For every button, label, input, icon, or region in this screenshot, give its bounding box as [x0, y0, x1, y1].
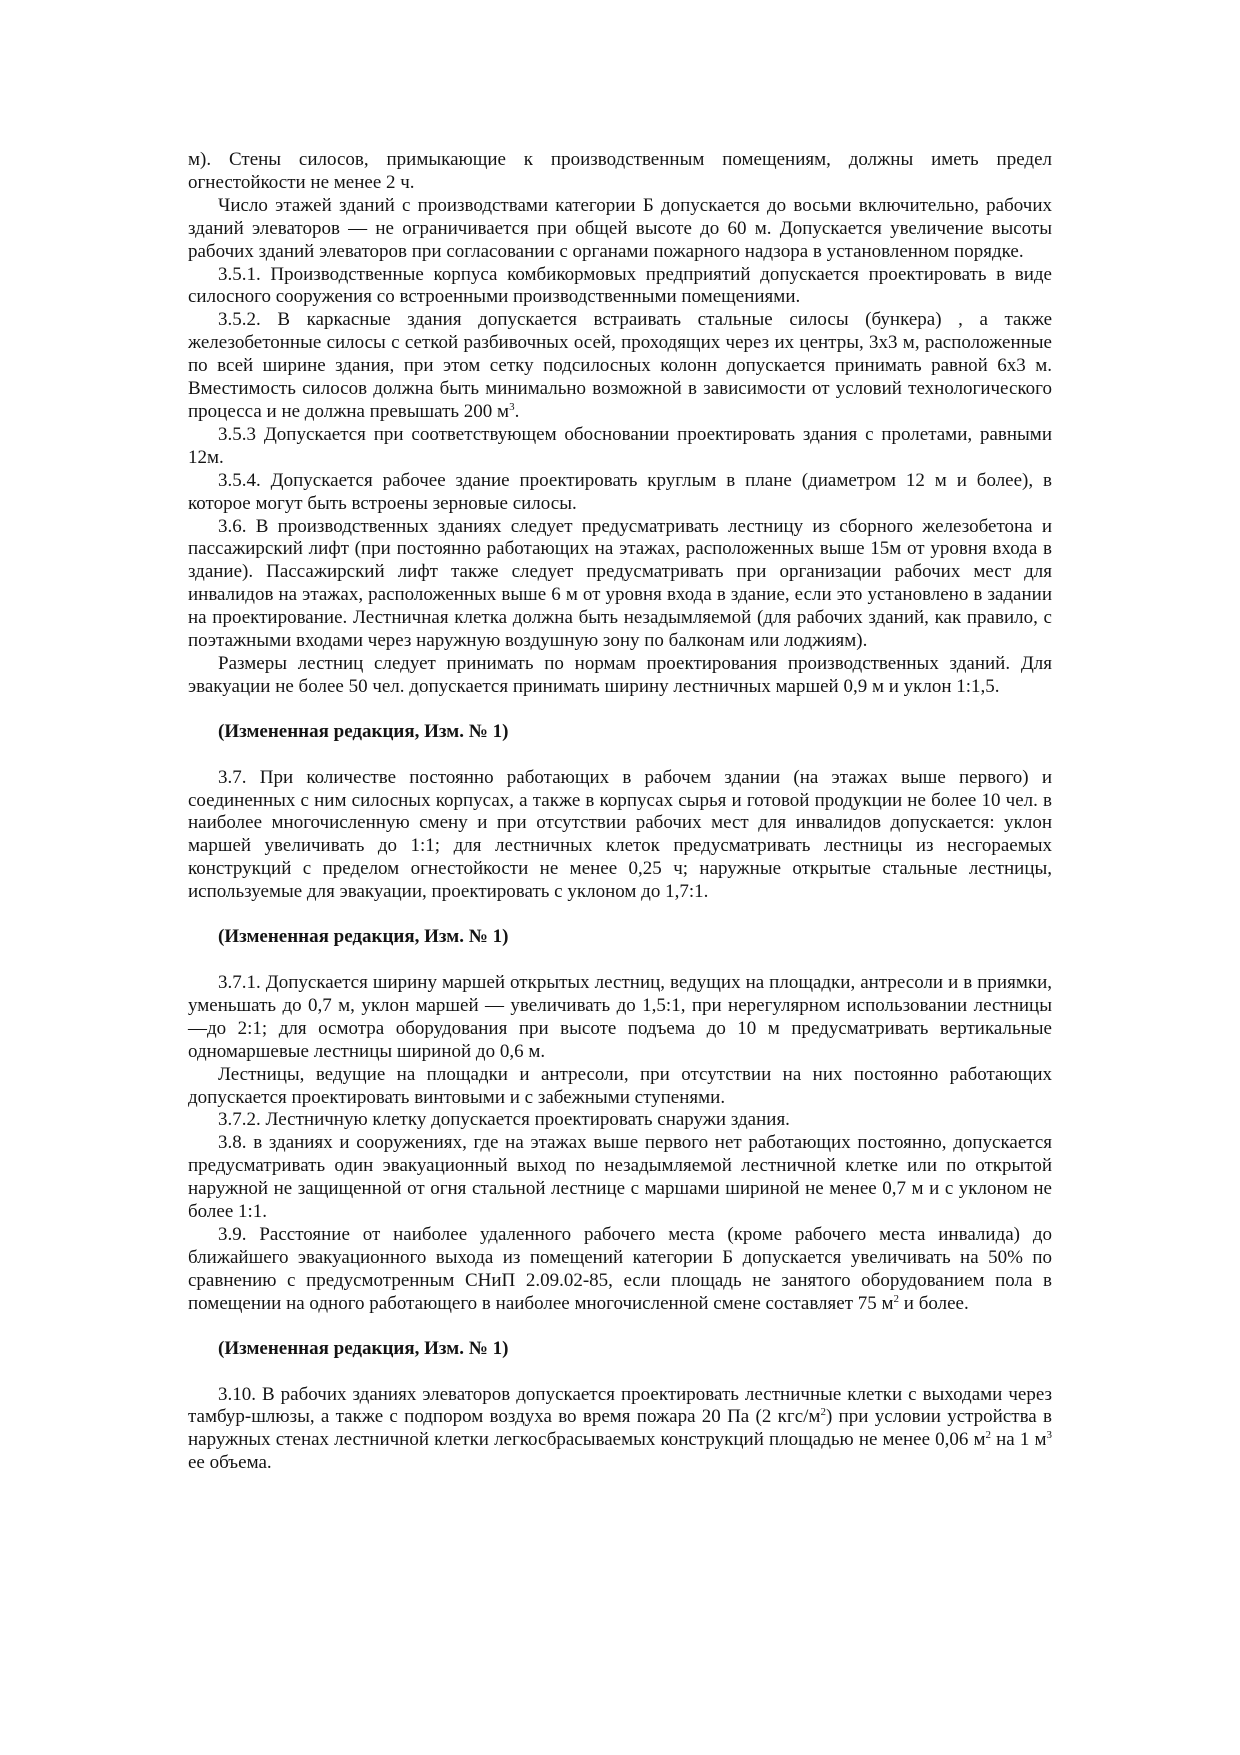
paragraph-text-tail: ее объема. [188, 1452, 272, 1474]
paragraph-text: 3.7. При количестве постоянно работающих в рабочем здании (на этажах выше первого) и соединенных с ним силосных корпусах, а также в корпусах сырья и готовой продукции не более 10 чел. в наиболее многочисленную смену и при отсутствии рабочих мест для инвалидов допускается: уклон маршей увеличивать до 1:1; для лестничных клеток предусматривать лестницы из несгораемых конструкций с пределом огнестойкости не менее 0,25 ч; наружные открытые стальные лестницы, используемые для эвакуации, проектировать с уклоном до 1,7:1. [188, 766, 1052, 903]
paragraph-text: Число этажей зданий с производствами категории Б допускается до восьми включительно, рабочих зданий элеваторов — не ограничивается при общей высоте до 60 м. Допускается увеличение высоты рабочих зданий элеваторов при согласовании с органами пожарного надзора в установленном порядке. [188, 194, 1052, 262]
superscript: 3 [509, 400, 515, 413]
paragraph-text: 3.7.1. Допускается ширину маршей открытых лестниц, ведущих на площадки, антресоли и в приямки, уменьшать до 0,7 м, уклон маршей — увеличивать до 1,5:1, при нерегулярном использовании лестницы —до 2:1; для осмотра оборудования при высоте подъема до 10 м предусматривать вертикальные одномаршевые лестницы шириной до 0,6 м. [188, 972, 1052, 1062]
paragraph-text-tail: . [514, 400, 520, 422]
paragraph-text: 3.9. Расстояние от наиболее удаленного рабочего места (кроме рабочего места инвалида) до ближайшего эвакуационного выхода из помещений категории Б допускается увеличивать на 50% по сравнению с предусмотренным СНиП 2.09.02-85, если площадь не занятого оборудованием пола в помещении на одного работающего в наиболее многочисленной смене составляет 75 м [188, 1223, 1052, 1314]
paragraph-text: 3.10. В рабочих зданиях элеваторов допускается проектировать лестничные клетки с выходами через тамбур-шлюзы, а также с подпором воздуха во время пожара 20 Па (2 кгс/м [188, 1383, 1052, 1428]
paragraph-text: 3.5.4. Допускается рабочее здание проектировать круглым в плане (диаметром 12 м и более), в которое могут быть встроены зерновые силосы. [188, 469, 1052, 514]
superscript: 2 [893, 1292, 900, 1305]
paragraph-3-7 [188, 767, 1052, 904]
paragraph-floors [188, 195, 1052, 264]
paragraph-text: 3.7.2. Лестничную клетку допускается проектировать снаружи здания. [218, 1109, 790, 1131]
superscript: 2 [985, 1429, 992, 1442]
paragraph-3-5-3 [188, 424, 1052, 470]
superscript: 3 [1046, 1429, 1052, 1442]
amendment-note-text: (Измененная редакция, Изм. № 1) [218, 720, 509, 742]
paragraph-3-7-2 [188, 1109, 1052, 1132]
paragraph-text: м). Стены силосов, примыкающие к производственным помещениям, должны иметь предел огнестойкости не менее 2 ч. [188, 149, 1052, 193]
paragraph-text-tail: и более. [899, 1292, 969, 1314]
paragraph-stair-dimensions [188, 653, 1052, 699]
paragraph-3-5-1 [188, 264, 1052, 310]
paragraph-3-7-1 [188, 972, 1052, 1064]
paragraph-3-9 [188, 1224, 1052, 1316]
paragraph-text: 3.6. В производственных зданиях следует предусматривать лестницу из сборного железобетона и пассажирский лифт (при постоянно работающих на этажах, расположенных выше 15м от уровня входа в здание). Пассажирский лифт также следует предусматривать при организации рабочих мест для инвалидов на этажах, расположенных выше 6 м от уровня входа в здание, если это установлено в задании на проектирование. Лестничная клетка должна быть незадымляемой (для рабочих зданий, как правило, с поэтажными входами через наружную воздушную зону по балконам или лоджиям). [188, 515, 1052, 652]
amendment-note [188, 1338, 1052, 1361]
paragraph-text: 3.5.2. В каркасные здания допускается встраивать стальные силосы (бункера) , а также железобетонные силосы с сеткой разбивочных осей, проходящих через их центры, 3х3 м, расположенные по всей ширине здания, при этом сетку подсилосных колонн допускается принимать равной 6х3 м. Вместимость силосов должна быть минимально возможной в зависимости от условий технологического процесса и не должна превышать 200 м [188, 309, 1052, 422]
amendment-note [188, 926, 1052, 949]
paragraph-text: 3.5.3 Допускается при соответствующем обосновании проектировать здания с пролетами, равными 12м. [188, 423, 1052, 468]
paragraph-text: 3.8. в зданиях и сооружениях, где на этажах выше первого нет работающих постоянно, допускается предусматривать один эвакуационный выход по незадымляемой лестничной клетке или по открытой наружной не защищенной от огня стальной лестнице с маршами шириной не менее 0,7 м и с уклоном не более 1:1. [188, 1132, 1052, 1223]
amendment-note-text: (Измененная редакция, Изм. № 1) [218, 1337, 509, 1359]
paragraph-silo-walls [188, 149, 1052, 195]
amendment-note [188, 721, 1052, 744]
paragraph-text: 3.5.1. Производственные корпуса комбикормовых предприятий допускается проектировать в виде силосного сооружения со встроенными производственными помещениями. [188, 263, 1052, 308]
amendment-note-text: (Измененная редакция, Изм. № 1) [218, 926, 509, 948]
paragraph-spiral-stairs [188, 1064, 1052, 1110]
paragraph-3-10 [188, 1384, 1052, 1476]
paragraph-text: Лестницы, ведущие на площадки и антресоли, при отсутствии на них постоянно работающих допускается проектировать винтовыми и с забежными ступенями. [188, 1063, 1052, 1108]
document-page [188, 149, 1052, 1475]
paragraph-text-tail: ) при условии устройства в наружных стенах лестничной клетки легкосбрасываемых конструкций площадью не менее 0,06 м [188, 1406, 1053, 1451]
paragraph-3-5-4 [188, 470, 1052, 516]
paragraph-3-8 [188, 1132, 1052, 1224]
paragraph-text-tail: на 1 м [991, 1429, 1047, 1451]
paragraph-3-5-2 [188, 309, 1052, 424]
paragraph-text: Размеры лестниц следует принимать по нормам проектирования производственных зданий. Для эвакуации не более 50 чел. допускается принимать ширину лестничных маршей 0,9 м и уклон 1:1,5. [188, 652, 1052, 697]
superscript: 2 [820, 1406, 826, 1419]
paragraph-3-6 [188, 516, 1052, 653]
